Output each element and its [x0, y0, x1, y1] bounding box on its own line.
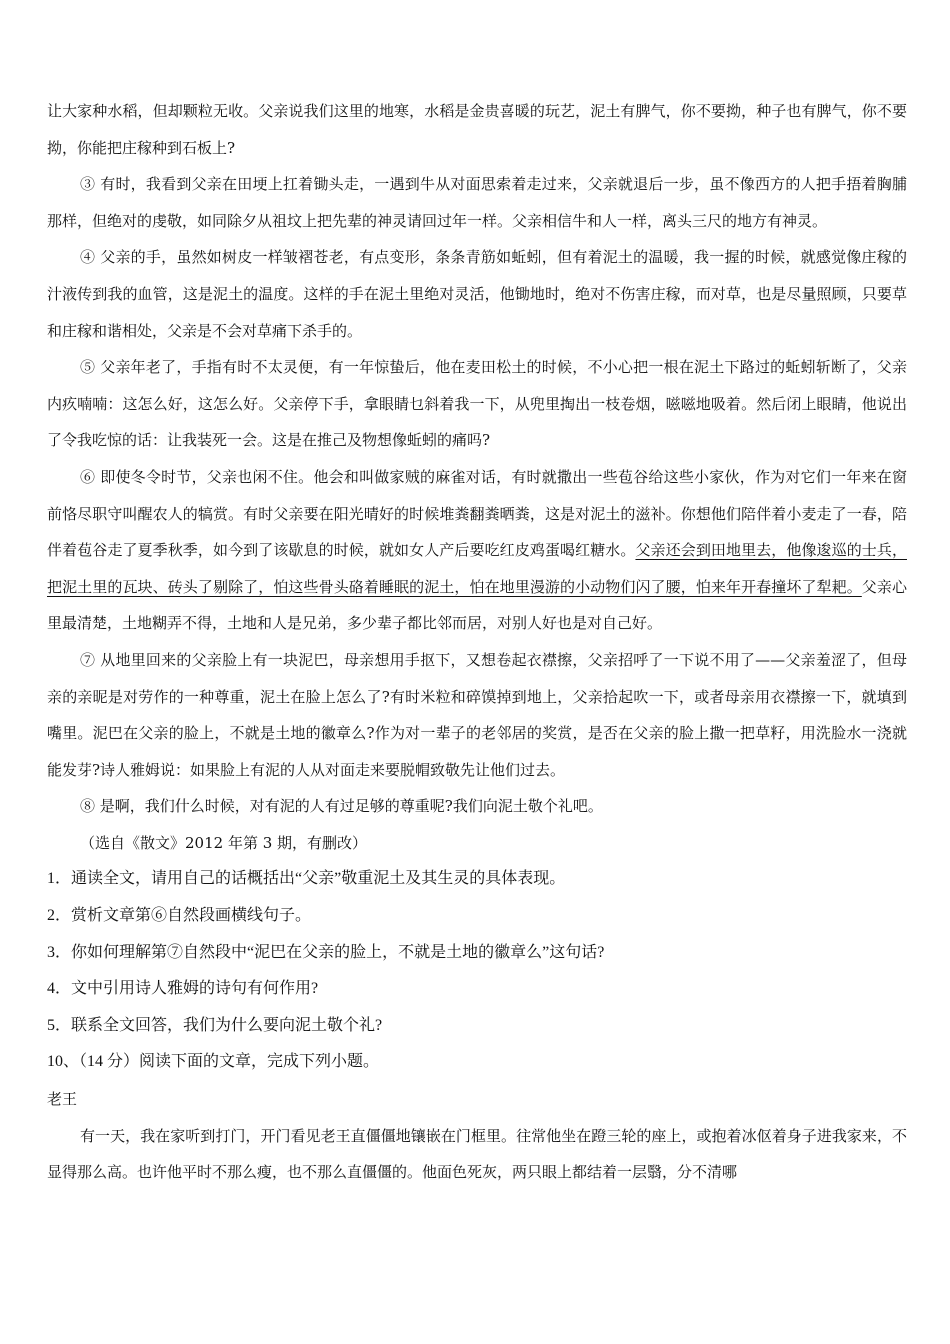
- question-3: 3．你如何理解第⑦自然段中“泥巴在父亲的脸上，不就是土地的徽章么”这句话?: [47, 943, 605, 961]
- paragraph-continuation: 让大家种水稻，但却颗粒无收。父亲说我们这里的地寒，水稻是金贵喜暖的玩艺，泥土有脾气，你不要拗，种子也有脾气，你不要拗，你能把庄稼种到石板上?: [47, 102, 907, 157]
- paragraph-4: ④ 父亲的手，虽然如树皮一样皱褶苍老，有点变形，条条青筋如蚯蚓，但有着泥土的温暖，我一握的时候，就感觉像庄稼的汁液传到我的血管，这是泥土的温度。这样的手在泥土里绝对灵活，他锄地时，绝对不伤害庄稼，而对草，也是尽量照顾，只要草和庄稼和谐相处，父亲是不会对草痛下杀手的。: [47, 248, 907, 340]
- article-paragraph-1: 有一天，我在家听到打门，开门看见老王直僵僵地镶嵌在门框里。往常他坐在蹬三轮的座上，或抱着冰伛着身子进我家来，不显得那么高。也许他平时不那么瘦，也不那么直僵僵的。他面色死灰，两只眼上都结着一层翳，分不清哪: [47, 1126, 907, 1182]
- question-1: 1．通读全文，请用自己的话概括出“父亲”敬重泥土及其生灵的具体表现。: [47, 870, 566, 888]
- section-10-heading: 10、（14 分）阅读下面的文章，完成下列小题。: [47, 1053, 380, 1071]
- question-4: 4．文中引用诗人雅姆的诗句有何作用?: [47, 980, 319, 998]
- paragraph-7: ⑦ 从地里回来的父亲脸上有一块泥巴，母亲想用手抠下，又想卷起衣襟擦，父亲招呼了一下说不用了——父亲羞涩了，但母亲的亲昵是对劳作的一种尊重，泥土在脸上怎么了?有时米粒和碎馍掉到地上，父亲拾起吹一下，或者母亲用衣襟擦一下，就填到嘴里。泥巴在父亲的脸上，不就是土地的徽章么?作为对一辈子的老邻居的奖赏，是否在父亲的脸上撒一把草籽，用洗脸水一浇就能发芽?诗人雅姆说：如果脸上有泥的人从对面走来要脱帽致敬先让他们过去。: [47, 650, 907, 779]
- paragraph-6-text: ⑥ 即使冬令时节，父亲也闲不住。他会和叫做家贼的麻雀对话，有时就撒出一些苞谷给这些小家伙，作为对它们一年来在窗前恪尽职守叫醒农人的犒赏。有时父亲要在阳光晴好的时候堆粪翻粪晒粪，这是对泥土的滋补。你想他们陪伴着小麦走了一春，陪伴着苞谷走了夏季秋季，如今到了该歇息的时候，就如女人产后要吃红皮鸡蛋喝红糖水。: [47, 467, 907, 560]
- paragraph-5: ⑤ 父亲年老了，手指有时不太灵便，有一年惊蛰后，他在麦田松土的时候，不小心把一根在泥土下路过的蚯蚓斩断了，父亲内疚喃喃：这怎么好，这怎么好。父亲停下手，拿眼睛乜斜着我一下，从兜里掏出一枝卷烟，嗞嗞地吸着。然后闭上眼睛，他说出了令我吃惊的话：让我装死一会。这是在推己及物想像蚯蚓的痛吗?: [47, 358, 907, 450]
- document-page: [47, 93, 907, 1191]
- question-2: 2．赏析文章第⑥自然段画横线句子。: [47, 907, 312, 925]
- question-5: 5．联系全文回答，我们为什么要向泥土敬个礼?: [47, 1016, 383, 1034]
- source-citation: （选自《散文》2012 年第 3 期，有删改）: [80, 833, 368, 852]
- paragraph-6-tail: 父亲心里最清楚，土地糊弄不得，土地和人是兄弟，多少辈子都比邻而居，对别人好也是对自己好。: [47, 577, 907, 633]
- paragraph-3: ③ 有时，我看到父亲在田埂上扛着锄头走，一遇到牛从对面思索着走过来，父亲就退后一步，虽不像西方的人把手捂着胸脯那样，但绝对的虔敬，如同除夕从祖坟上把先辈的神灵请回过年一样。父亲相信牛和人一样，离头三尺的地方有神灵。: [47, 175, 907, 230]
- article-title: 老王: [47, 1090, 78, 1109]
- paragraph-8: ⑧ 是啊，我们什么时候，对有泥的人有过足够的尊重呢?我们向泥土敬个礼吧。: [80, 797, 603, 816]
- paragraph-6: [47, 459, 907, 642]
- underlined-sentence: 父亲还会到田地里去，他像逡巡的士兵，把泥土里的瓦块、砖头了剔除了，怕这些骨头硌着睡眠的泥土，怕在地里漫游的小动物们闪了腰，怕来年开春撞坏了犁耙。: [47, 541, 907, 596]
